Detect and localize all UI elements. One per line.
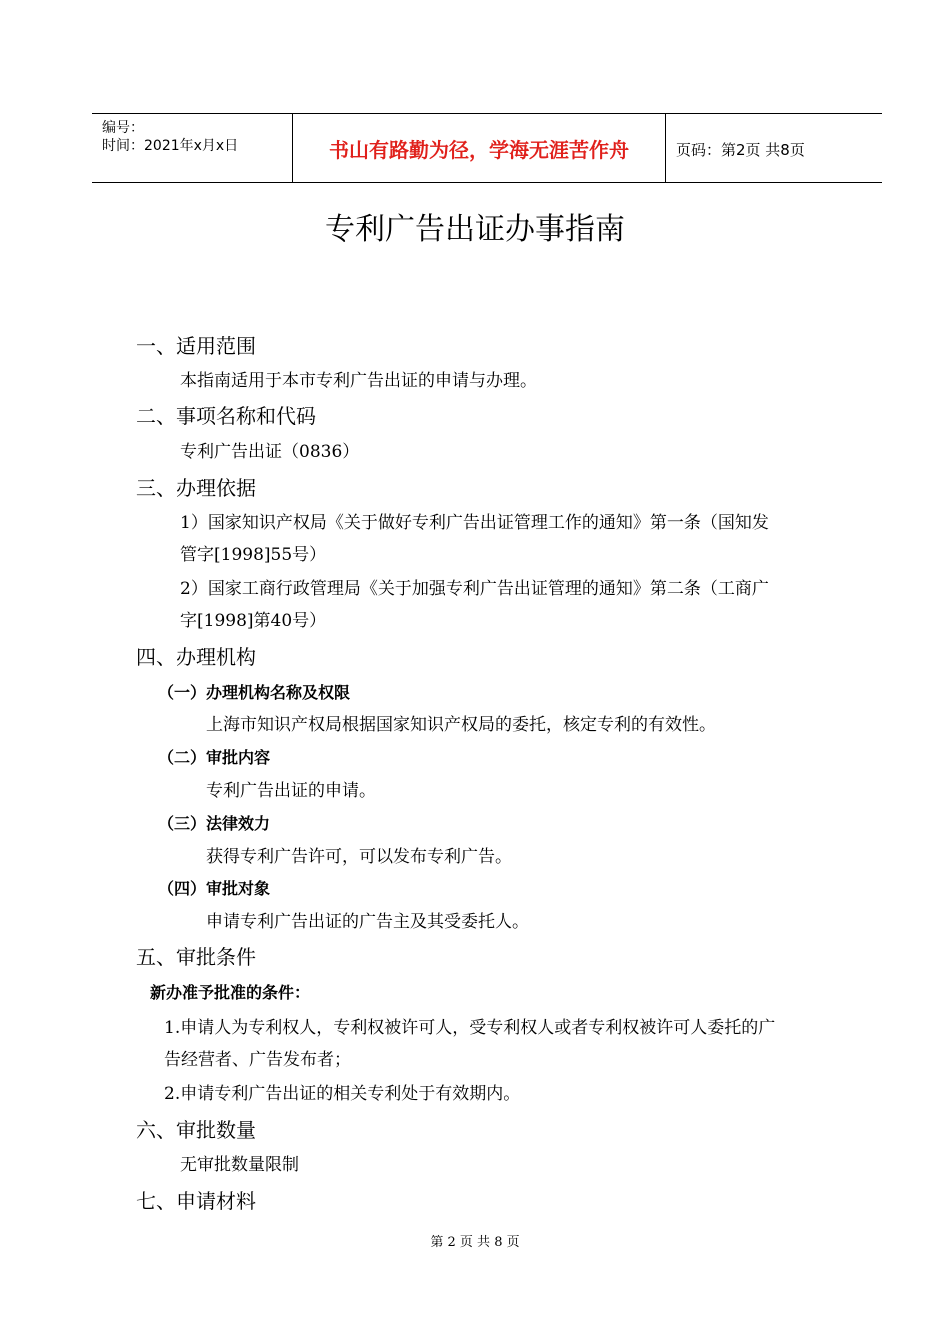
page-footer: 第 2 页 共 8 页 <box>430 1235 520 1250</box>
basis-item-2-line-1: 2）国家工商行政管理局《关于加强专利广告出证管理的通知》第二条（工商广 <box>180 579 769 599</box>
section-heading-basis: 三、办理依据 <box>136 476 256 500</box>
section-heading-authority: 四、办理机构 <box>136 645 256 669</box>
section-text-item-name: 专利广告出证（0836） <box>180 442 360 462</box>
header-motto-cell <box>293 114 666 182</box>
document-title: 专利广告出证办事指南 <box>325 212 625 247</box>
section-text-scope: 本指南适用于本市专利广告出证的申请与办理。 <box>180 371 537 391</box>
document-time-label: 时间：2021年x月x日 <box>102 138 239 154</box>
basis-item-1-line-2: 管字[1998]55号） <box>180 545 327 565</box>
condition-item-2: 2.申请专利广告出证的相关专利处于有效期内。 <box>164 1084 521 1104</box>
subsection-heading-approval-object: （四）审批对象 <box>158 879 271 898</box>
document-header <box>92 113 882 183</box>
subsection-text-legal-effect: 获得专利广告许可，可以发布专利广告。 <box>206 847 512 867</box>
section-heading-item-name: 二、事项名称和代码 <box>136 404 316 428</box>
subsection-heading-approval-content: （二）审批内容 <box>158 748 271 767</box>
basis-item-1-line-1: 1）国家知识产权局《关于做好专利广告出证管理工作的通知》第一条（国知发 <box>180 513 769 533</box>
section-heading-quantity: 六、审批数量 <box>136 1118 256 1142</box>
subsection-heading-legal-effect: （三）法律效力 <box>158 814 271 833</box>
section-heading-conditions: 五、审批条件 <box>136 945 256 969</box>
subsection-text-approval-content: 专利广告出证的申请。 <box>206 781 376 801</box>
header-page-cell <box>666 114 882 182</box>
subsection-text-authority-name: 上海市知识产权局根据国家知识产权局的委托，核定专利的有效性。 <box>206 715 716 735</box>
document-number-label: 编号： <box>102 120 144 136</box>
condition-item-1-line-1: 1.申请人为专利权人，专利权被许可人，受专利权人或者专利权被许可人委托的广 <box>164 1018 776 1038</box>
basis-item-2-line-2: 字[1998]第40号） <box>180 611 327 631</box>
header-motto: 书山有路勤为径，学海无涯苦作舟 <box>329 138 629 162</box>
subsection-heading-authority-name: （一）办理机构名称及权限 <box>158 683 351 702</box>
section-text-quantity: 无审批数量限制 <box>180 1155 299 1175</box>
subsection-text-approval-object: 申请专利广告出证的广告主及其受委托人。 <box>206 912 529 932</box>
condition-item-1-line-2: 告经营者、广告发布者； <box>164 1050 351 1070</box>
section-heading-materials: 七、申请材料 <box>136 1189 256 1213</box>
conditions-subheading: 新办准予批准的条件： <box>150 983 311 1002</box>
section-heading-scope: 一、适用范围 <box>136 334 256 358</box>
header-info-cell <box>92 114 293 182</box>
header-page-info: 页码：第2页 共8页 <box>676 141 805 159</box>
